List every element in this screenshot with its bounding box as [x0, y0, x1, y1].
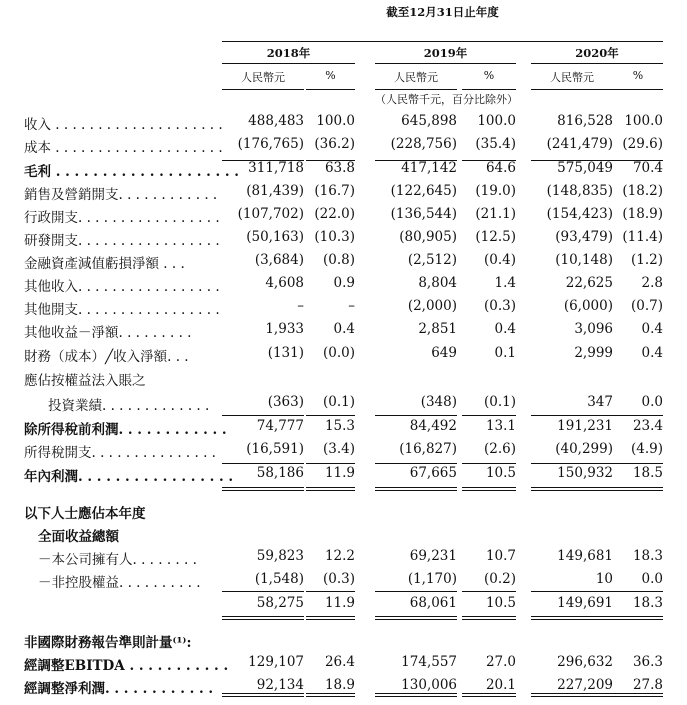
cell-pct-2019: 10.5 [485, 595, 516, 611]
row-label: 以下人士應佔本年度 [24, 506, 146, 522]
dbl-rule-total-1 [222, 616, 304, 620]
year-rule-2018 [222, 63, 355, 64]
rule-after-cost-2 [306, 160, 355, 161]
dbl-rule-total-4 [462, 616, 516, 620]
cell-pct-2020: 2.8 [641, 275, 663, 291]
row-label: 其他收入. . . . . . . . . . . . . . . . . [24, 279, 220, 295]
rule-before-pbt-3 [375, 415, 457, 416]
cell-amount-2020: 227,209 [557, 677, 613, 693]
currency-label-2019: 人民幣元 [394, 71, 438, 84]
row-label: 毛利 . . . . . . . . . . . . . . . . . . . . [24, 164, 239, 180]
rule-before-total-5 [531, 591, 613, 592]
cell-amount-2019: (122,645) [390, 183, 457, 199]
cell-pct-2019: 0.4 [494, 321, 516, 337]
percent-label-2020: % [632, 69, 644, 82]
cell-amount-2018: (176,765) [237, 136, 304, 152]
row-label: 經調整淨利潤. . . . . . . . . . . . [24, 681, 214, 697]
cell-amount-2020: (40,299) [555, 441, 613, 457]
row-label: 研發開支. . . . . . . . . . . . . . . . . [24, 233, 220, 249]
cell-amount-2018: (1,548) [254, 571, 304, 587]
row-label: 收入 . . . . . . . . . . . . . . . . . . . . [24, 117, 223, 133]
cell-pct-2018: 18.9 [324, 677, 355, 693]
row-label: －本公司擁有人. . . . . . . . [38, 552, 197, 568]
rule-before-pbt-4 [462, 415, 516, 416]
cell-amount-2019: 645,898 [401, 113, 457, 129]
cell-pct-2019: (0.2) [483, 571, 516, 587]
rule-before-total-3 [375, 591, 457, 592]
cell-amount-2018: 488,483 [248, 113, 304, 129]
cell-pct-2019: (35.4) [475, 136, 516, 152]
cell-pct-2020: 23.4 [632, 418, 663, 434]
sub-rule-4 [462, 89, 516, 90]
dbl-rule-profit-2 [306, 487, 355, 491]
cell-pct-2020: 0.4 [641, 321, 663, 337]
cell-amount-2018: (50,163) [246, 229, 304, 245]
cell-amount-2018: 4,608 [265, 275, 304, 291]
cell-amount-2018: 92,134 [256, 677, 304, 693]
cell-pct-2019: (21.1) [475, 206, 516, 222]
cell-amount-2019: (80,905) [399, 229, 457, 245]
cell-amount-2018: 58,275 [256, 595, 304, 611]
cell-pct-2020: 0.0 [641, 571, 663, 587]
cell-amount-2020: 22,625 [565, 275, 613, 291]
cell-pct-2018: 63.8 [324, 160, 355, 176]
cell-pct-2020: 70.4 [632, 160, 663, 176]
cell-amount-2020: 347 [587, 394, 613, 410]
cell-amount-2020: (6,000) [563, 298, 613, 314]
cell-amount-2018: (81,439) [246, 183, 304, 199]
cell-amount-2020: 149,691 [557, 595, 613, 611]
cell-pct-2020: (1.2) [630, 252, 663, 268]
cell-pct-2018: (10.3) [314, 229, 355, 245]
cell-pct-2019: (19.0) [475, 183, 516, 199]
cell-amount-2018: (3,684) [254, 252, 304, 268]
cell-pct-2019: 10.7 [485, 548, 516, 564]
cell-pct-2018: 0.9 [333, 275, 355, 291]
period-title: 截至12月31日止年度 [386, 5, 499, 19]
rule-before-total-2 [306, 591, 355, 592]
cell-pct-2020: (18.9) [622, 206, 663, 222]
sub-rule-1 [222, 89, 304, 90]
rule-after-cost-3 [375, 160, 457, 161]
year-header-2020: 2020年 [575, 46, 619, 60]
row-label: 非國際財務報告準則計量⁽¹⁾: [24, 635, 192, 651]
cell-pct-2020: (18.2) [622, 183, 663, 199]
cell-amount-2018: 311,718 [248, 160, 304, 176]
rule-before-total-1 [222, 591, 304, 592]
cell-pct-2020: 27.8 [632, 677, 663, 693]
cell-amount-2018: 74,777 [256, 418, 304, 434]
currency-label-2020: 人民幣元 [550, 71, 594, 84]
cell-pct-2018: (0.8) [322, 252, 355, 268]
cell-amount-2020: 191,231 [557, 418, 613, 434]
cell-amount-2019: 174,557 [401, 654, 457, 670]
cell-pct-2020: 36.3 [632, 654, 663, 670]
cell-pct-2018: 12.2 [324, 548, 355, 564]
cell-amount-2018: 58,186 [256, 465, 304, 481]
cell-amount-2020: 816,528 [557, 113, 613, 129]
cell-amount-2018: – [297, 298, 304, 314]
row-label: 銷售及營銷開支. . . . . . . . . . . . [24, 187, 218, 203]
dbl-rule-bottom-3 [375, 693, 457, 697]
cell-amount-2020: (93,479) [555, 229, 613, 245]
cell-amount-2019: (228,756) [390, 136, 457, 152]
cell-amount-2018: (107,702) [237, 206, 304, 222]
cell-pct-2019: (0.4) [483, 252, 516, 268]
cell-pct-2018: (0.0) [322, 345, 355, 361]
cell-amount-2019: 68,061 [409, 595, 457, 611]
rule-before-pbt-6 [613, 415, 663, 416]
cell-pct-2018: (0.3) [322, 571, 355, 587]
dbl-rule-profit-6 [613, 487, 663, 491]
cell-pct-2018: 0.4 [333, 321, 355, 337]
percent-label-2019: % [483, 69, 495, 82]
rule-after-cost-4 [462, 160, 516, 161]
dbl-rule-profit-4 [462, 487, 516, 491]
cell-pct-2020: 18.3 [632, 595, 663, 611]
rule-before-total-4 [462, 591, 516, 592]
row-label: 所得稅開支. . . . . . . . . . . . . . . [24, 445, 216, 461]
year-rule-2019 [375, 63, 516, 64]
cell-amount-2018: 129,107 [248, 654, 304, 670]
cell-amount-2018: 1,933 [265, 321, 304, 337]
dbl-rule-total-2 [306, 616, 355, 620]
cell-pct-2019: 64.6 [485, 160, 516, 176]
cell-amount-2019: (2,512) [407, 252, 457, 268]
cell-amount-2020: 150,932 [557, 465, 613, 481]
cell-pct-2018: (16.7) [314, 183, 355, 199]
cell-pct-2020: 100.0 [624, 113, 663, 129]
cell-pct-2018: 11.9 [324, 595, 355, 611]
cell-pct-2019: 13.1 [485, 418, 516, 434]
cell-amount-2019: 67,665 [409, 465, 457, 481]
cell-amount-2019: 69,231 [409, 548, 457, 564]
cell-amount-2019: 84,492 [409, 418, 457, 434]
dbl-rule-bottom-4 [462, 693, 516, 697]
cell-pct-2018: (0.1) [322, 394, 355, 410]
row-label: 財務（成本）╱收入淨額. . . [24, 349, 189, 365]
cell-amount-2020: 296,632 [557, 654, 613, 670]
cell-pct-2018: (22.0) [314, 206, 355, 222]
cell-amount-2019: (1,170) [407, 571, 457, 587]
cell-pct-2019: (0.1) [483, 394, 516, 410]
dbl-rule-bottom-6 [613, 693, 663, 697]
cell-amount-2018: (16,591) [246, 441, 304, 457]
dbl-rule-total-5 [531, 616, 613, 620]
row-label: 全面收益總額 [38, 529, 119, 545]
dbl-rule-total-3 [375, 616, 457, 620]
cell-amount-2020: 575,049 [557, 160, 613, 176]
row-label: 應佔按權益法入賬之 [24, 373, 146, 389]
row-label: 其他開支. . . . . . . . . . . . . . . . . [24, 302, 220, 318]
cell-pct-2018: 100.0 [316, 113, 355, 129]
sub-rule-6 [613, 89, 663, 90]
cell-amount-2019: (16,827) [399, 441, 457, 457]
cell-pct-2020: 18.5 [632, 465, 663, 481]
cell-pct-2018: 26.4 [324, 654, 355, 670]
cell-amount-2020: 10 [595, 571, 613, 587]
cell-pct-2019: (12.5) [475, 229, 516, 245]
cell-pct-2019: 1.4 [494, 275, 516, 291]
currency-label-2018: 人民幣元 [241, 71, 285, 84]
cell-pct-2018: – [348, 298, 355, 314]
rule-before-pbt-5 [531, 415, 613, 416]
cell-amount-2020: (154,423) [546, 206, 613, 222]
row-label: 年內利潤. . . . . . . . . . . . . . . . . [24, 469, 234, 485]
cell-pct-2019: (2.6) [483, 441, 516, 457]
cell-pct-2018: 15.3 [324, 418, 355, 434]
cell-amount-2019: 130,006 [401, 677, 457, 693]
row-label: 行政開支. . . . . . . . . . . . . . . . . [24, 210, 220, 226]
rule-before-profit-5 [531, 463, 613, 464]
cell-pct-2018: (36.2) [314, 136, 355, 152]
rule-before-profit-2 [306, 463, 355, 464]
cell-pct-2020: (0.7) [630, 298, 663, 314]
cell-pct-2019: 0.1 [494, 345, 516, 361]
cell-pct-2018: 11.9 [324, 465, 355, 481]
cell-amount-2018: 59,823 [256, 548, 304, 564]
year-header-2018: 2018年 [266, 46, 311, 60]
cell-amount-2019: (348) [420, 394, 457, 410]
cell-amount-2020: 149,681 [557, 548, 613, 564]
dbl-rule-profit-3 [375, 487, 457, 491]
cell-amount-2019: 2,851 [418, 321, 457, 337]
cell-amount-2020: (241,479) [546, 136, 613, 152]
cell-pct-2018: (3.4) [322, 441, 355, 457]
dbl-rule-total-6 [613, 616, 663, 620]
cell-pct-2020: (4.9) [630, 441, 663, 457]
cell-pct-2020: 0.0 [641, 394, 663, 410]
cell-pct-2019: (0.3) [483, 298, 516, 314]
rule-before-profit-6 [613, 463, 663, 464]
rule-after-cost-5 [531, 160, 613, 161]
cell-amount-2018: (363) [267, 394, 304, 410]
dbl-rule-profit-1 [222, 487, 304, 491]
sub-rule-3 [375, 89, 457, 90]
sub-rule-2 [306, 89, 355, 90]
row-label: 金融資產減值虧損淨額 . . . [24, 256, 185, 272]
sub-rule-5 [531, 89, 613, 90]
cell-amount-2020: 2,999 [574, 345, 613, 361]
rule-before-profit-4 [462, 463, 516, 464]
rule-before-pbt-2 [306, 415, 355, 416]
row-label: 除所得稅前利潤. . . . . . . . . . . . [24, 422, 227, 438]
cell-amount-2019: 8,804 [418, 275, 457, 291]
dbl-rule-bottom-2 [306, 693, 355, 697]
cell-pct-2019: 10.5 [485, 465, 516, 481]
rule-before-pbt-1 [222, 415, 304, 416]
cell-pct-2020: 0.4 [641, 345, 663, 361]
cell-pct-2019: 27.0 [485, 654, 516, 670]
percent-label-2018: % [325, 69, 336, 82]
unit-note: （人民幣千元，百分比除外） [375, 93, 518, 106]
rule-after-cost-1 [222, 160, 304, 161]
cell-amount-2018: (131) [267, 345, 304, 361]
cell-amount-2020: (10,148) [555, 252, 613, 268]
cell-pct-2019: 100.0 [477, 113, 516, 129]
rule-before-profit-3 [375, 463, 457, 464]
row-label: 其他收益－淨額. . . . . . . . . [24, 325, 192, 341]
cell-amount-2020: (148,835) [546, 183, 613, 199]
cell-amount-2019: (2,000) [407, 298, 457, 314]
year-rule-2020 [531, 63, 663, 64]
cell-pct-2020: 18.3 [632, 548, 663, 564]
cell-amount-2019: 649 [431, 345, 457, 361]
rule-before-total-6 [613, 591, 663, 592]
row-label: 成本 . . . . . . . . . . . . . . . . . . . . [24, 140, 223, 156]
cell-amount-2020: 3,096 [574, 321, 613, 337]
cell-amount-2019: 417,142 [401, 160, 457, 176]
dbl-rule-bottom-1 [222, 693, 304, 697]
cell-pct-2020: (29.6) [622, 136, 663, 152]
header-rule-top [222, 41, 663, 42]
cell-pct-2020: (11.4) [622, 229, 663, 245]
row-label: 投資業績. . . . . . . . . . . . . [48, 398, 210, 414]
cell-amount-2019: (136,544) [390, 206, 457, 222]
dbl-rule-profit-5 [531, 487, 613, 491]
rule-before-profit-1 [222, 463, 304, 464]
rule-after-cost-6 [613, 160, 663, 161]
year-header-2019: 2019年 [423, 46, 468, 60]
dbl-rule-bottom-5 [531, 693, 613, 697]
row-label: 經調整EBITDA . . . . . . . . . . . [24, 658, 229, 674]
cell-pct-2019: 20.1 [485, 677, 516, 693]
row-label: －非控股權益. . . . . . . . . . [38, 575, 201, 591]
